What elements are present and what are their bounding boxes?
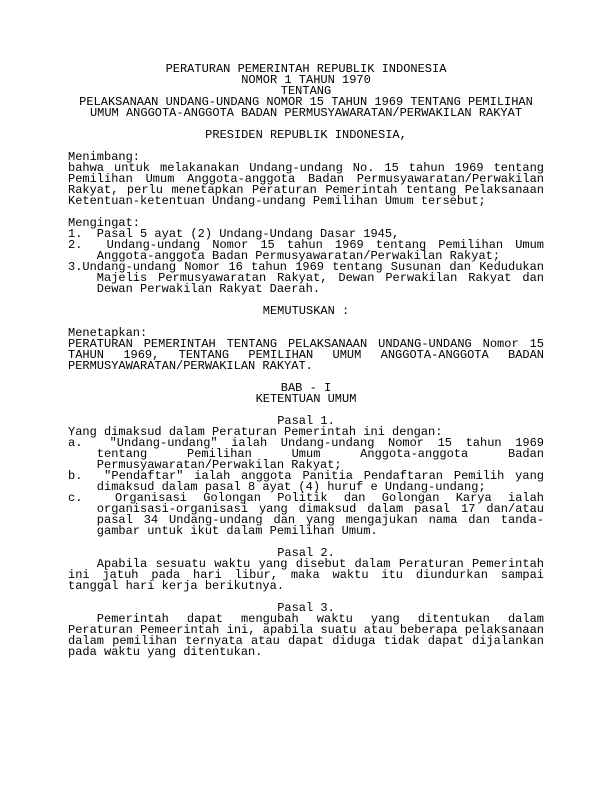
mengingat-item-2: 2. Undang-undang Nomor 15 tahun 1969 tentang Pemilihan Umum Anggota-anggota Badan Permusyawaratan/Perwakilan Rakyat; <box>68 238 544 263</box>
pasal-1-item-a: a. "Undang-undang" ialah Undang-undang Nomor 15 tahun 1969 tentang Pemilihan Umum Anggota-anggota Badan Permusyawaratan/Perwakilan Rakyat; <box>68 436 544 472</box>
pasal-1-item-c: c. Organisasi Golongan Politik dan Golongan Karya ialah organisasi-organisasi yang dimaksud dalam pasal 17 dan/atau pasal 34 Undang-undang dan yang mengajukan nama dan tanda-gambar untuk ikut dalam Pemilihan Umum. <box>68 491 544 538</box>
document-body <box>68 64 544 669</box>
pasal-3-body: Pemerintah dapat mengubah waktu yang ditentukan dalam Peraturan Pemeerintah ini, apabila suatu atau beberapa pelaksanaan dalam pemilihan ternyata atau dapat diduga tidak dapat dijalankan pada waktu yang ditentukan. <box>68 612 544 659</box>
menetapkan-label: Menetapkan: <box>68 326 148 340</box>
pasal-1-intro: Yang dimaksud dalam Peraturan Pemerintah ini dengan: <box>68 425 443 439</box>
menimbang-label: Menimbang: <box>68 150 141 164</box>
pasal-2-heading: Pasal 2. <box>277 546 335 560</box>
doc-title-line-1: PERATURAN PEMERINTAH REPUBLIK INDONESIA <box>165 62 447 76</box>
pasal-1-heading: Pasal 1. <box>277 414 335 428</box>
mengingat-item-3: 3.Undang-undang Nomor 16 tahun 1969 tentang Susunan dan Kedudukan Majelis Permusyawaratan Rakyat, Dewan Perwakilan Rakyat dan Dewan Perwakilan Rakyat Daerah. <box>68 260 544 296</box>
menimbang-section <box>68 152 544 207</box>
memutuskan-block <box>68 306 544 317</box>
mengingat-item-1: 1. Pasal 5 ayat (2) Undang-Undang Dasar 1945, <box>68 227 400 241</box>
bab-block <box>68 383 544 405</box>
doc-title-block <box>68 64 544 119</box>
menetapkan-body: PERATURAN PEMERINTAH TENTANG PELAKSANAAN UNDANG-UNDANG Nomor 15 TAHUN 1969, TENTANG PEMILIHAN UMUM ANGGOTA-ANGGOTA BADAN PERMUSYAWARATAN/PERWAKILAN RAKYAT. <box>68 337 544 373</box>
memutuskan-heading: MEMUTUSKAN : <box>262 304 350 318</box>
pasal-2-section <box>68 548 544 592</box>
bab-subheading: KETENTUAN UMUM <box>255 392 357 406</box>
pasal-1-item-b: b. "Pendaftar" ialah anggota Panitia Pendaftaran Pemilih yang dimaksud dalam pasal 8 ayat (4) huruf e Undang-undang; <box>68 469 544 494</box>
pasal-3-section <box>68 603 544 658</box>
doc-title-line-4: PELAKSANAAN UNDANG-UNDANG NOMOR 15 TAHUN 1969 TENTANG PEMILIHAN <box>79 95 533 109</box>
pasal-2-body: Apabila sesuatu waktu yang disebut dalam Peraturan Pemerintah ini jatuh pada hari libur, maka waktu itu diundurkan sampai tanggal hari kerja berikutnya. <box>68 557 544 593</box>
bab-heading: BAB - I <box>280 381 332 395</box>
issuer-block <box>68 130 544 141</box>
mengingat-label: Mengingat: <box>68 216 141 230</box>
menetapkan-section <box>68 328 544 372</box>
doc-title-line-5: UMUM ANGGOTA-ANGGOTA BADAN PERMUSYAWARATAN/PERWAKILAN RAKYAT <box>89 106 523 120</box>
mengingat-section <box>68 218 544 295</box>
pasal-3-heading: Pasal 3. <box>277 601 335 615</box>
issuer-line: PRESIDEN REPUBLIK INDONESIA, <box>205 128 407 142</box>
doc-title-line-3: TENTANG <box>280 84 332 98</box>
pasal-1-section <box>68 416 544 537</box>
doc-title-line-2: NOMOR 1 TAHUN 1970 <box>241 73 371 87</box>
menimbang-body: bahwa untuk melakanakan Undang-undang No. 15 tahun 1969 tentang Pemilihan Umum Anggota-anggota Badan Permusyawaratan/Perwakilan Rakyat, perlu menetapkan Peraturan Pemerintah tentang Pelaksanaan Ketentuan-ketentuan Undang-undang Pemilihan Umum tersebut; <box>68 161 544 208</box>
